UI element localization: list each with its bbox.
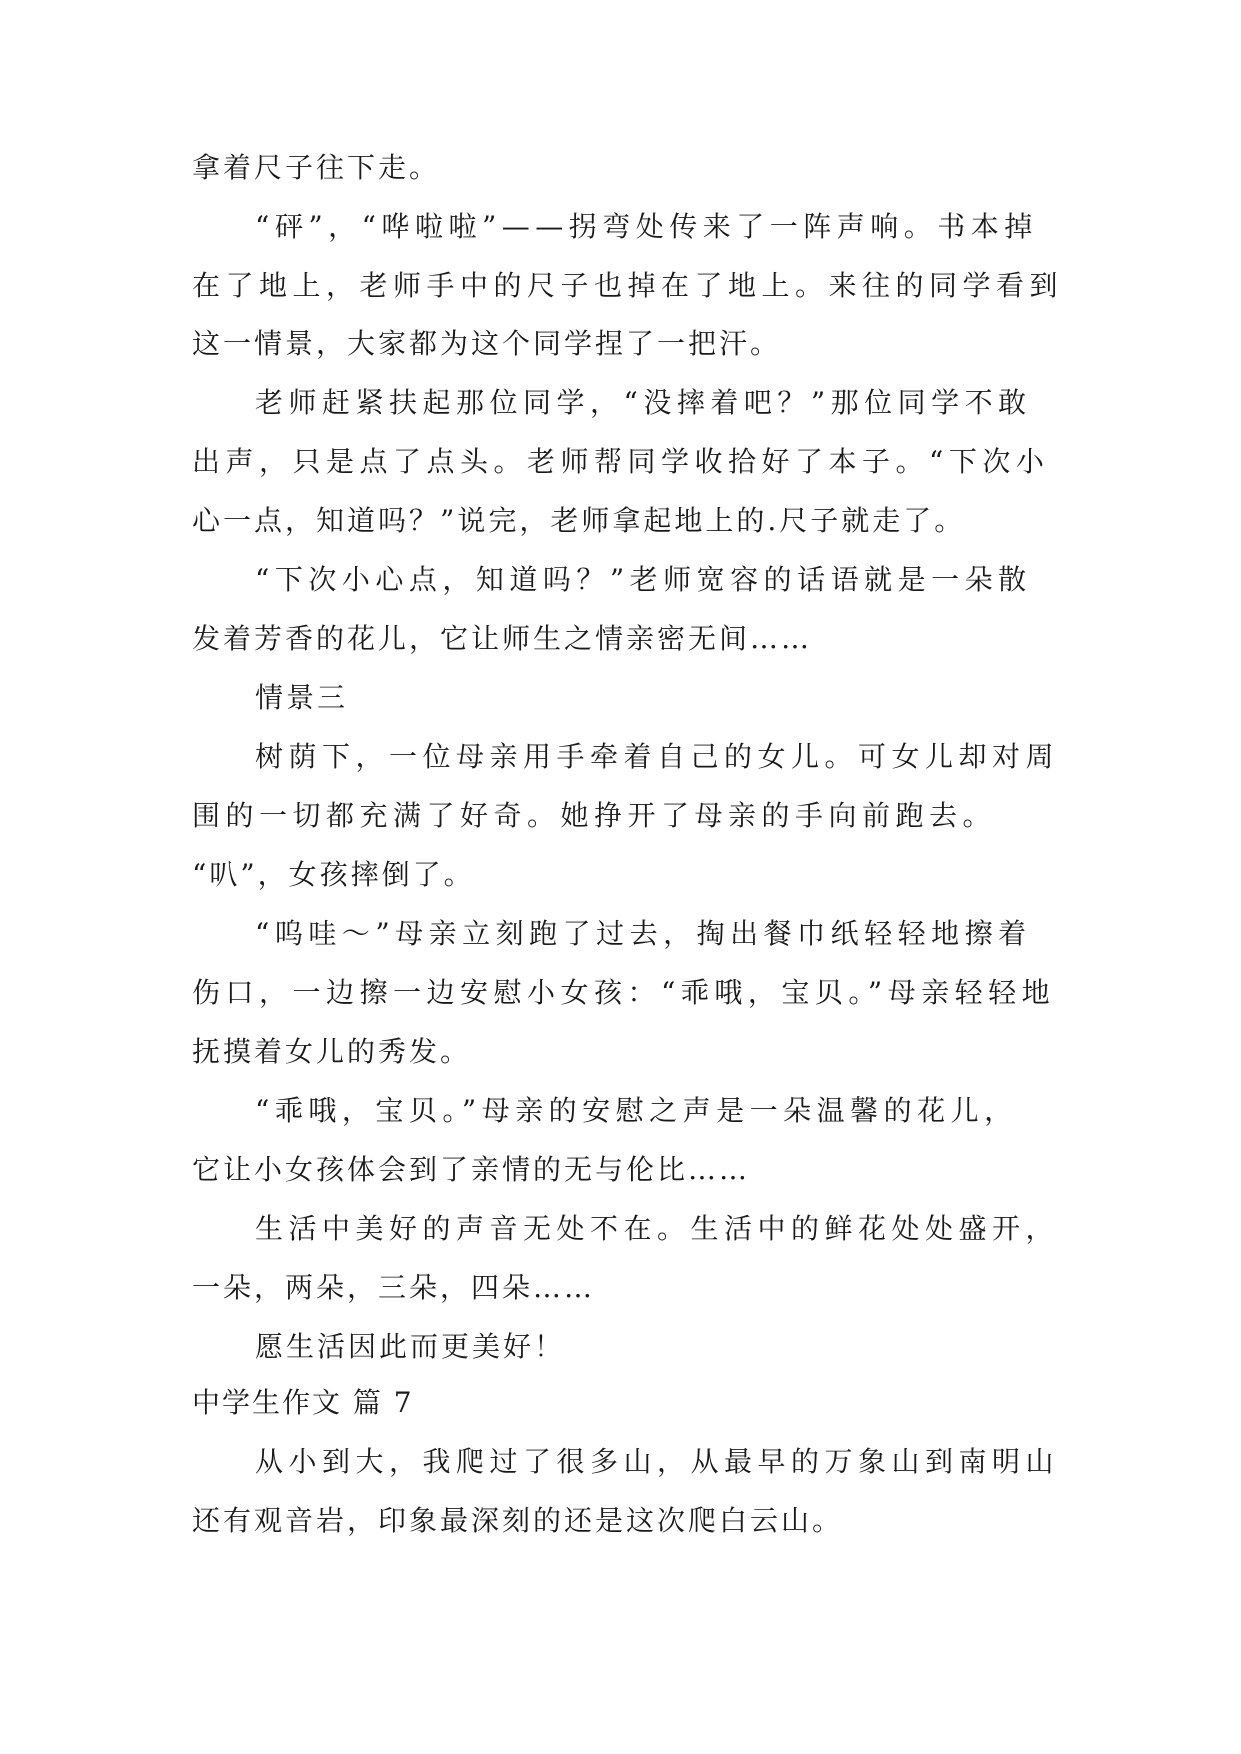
text-line: 生活中美好的声音无处不在。生活中的鲜花处处盛开，: [255, 1212, 1060, 1245]
text-line: 老师赶紧扶起那位同学，“没摔着吧？”那位同学不敢: [255, 386, 1032, 419]
text-line: 树荫下，一位母亲用手牵着自己的女儿。可女儿却对周: [255, 740, 1060, 773]
text-line: 伤口，一边擦一边安慰小女孩：“乖哦，宝贝。”母亲轻轻地: [192, 976, 1056, 1009]
text-line: 拿着尺子往下走。: [192, 151, 441, 184]
text-line: “叭”，女孩摔倒了。: [192, 858, 475, 891]
text-line: 一朵，两朵，三朵，四朵……: [192, 1271, 596, 1304]
text-line: 它让小女孩体会到了亲情的无与伦比……: [192, 1153, 751, 1186]
text-line: 在了地上，老师手中的尺子也掉在了地上。来往的同学看到: [192, 269, 1064, 302]
text-line: 抚摸着女儿的秀发。: [192, 1035, 472, 1068]
text-line: 愿生活因此而更美好！: [255, 1330, 566, 1363]
text-line: “呜哇～”母亲立刻跑了过去，掏出餐巾纸轻轻地擦着: [255, 917, 1032, 950]
text-line: 从小到大，我爬过了很多山，从最早的万象山到南明山: [255, 1445, 1060, 1478]
text-line: 出声，只是点了点头。老师帮同学收拾好了本子。“下次小: [192, 445, 1050, 478]
section-heading: 情景三: [255, 681, 349, 714]
text-line: 还有观音岩，印象最深刻的还是这次爬白云山。: [192, 1504, 844, 1537]
text-line: 发着芳香的花儿，它让师生之情亲密无间……: [192, 622, 813, 655]
text-line: “下次小心点，知道吗？”老师宽容的话语就是一朵散: [255, 563, 1032, 596]
text-line: 这一情景，大家都为这个同学捏了一把汗。: [192, 327, 782, 360]
text-line: 围的一切都充满了好奇。她挣开了母亲的手向前跑去。: [192, 799, 997, 832]
text-line: “砰”，“哗啦啦”——拐弯处传来了一阵声响。书本掉: [255, 210, 1038, 243]
article-heading: 中学生作文 篇 7: [192, 1386, 414, 1419]
text-line: “乖哦，宝贝。”母亲的安慰之声是一朵温馨的花儿，: [255, 1094, 1018, 1127]
text-line: 心一点，知道吗？”说完，老师拿起地上的.尺子就走了。: [192, 504, 966, 537]
